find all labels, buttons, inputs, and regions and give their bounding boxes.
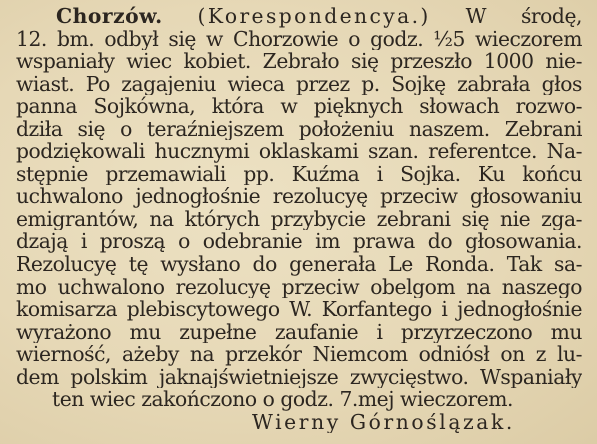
article-line-14: komisarza plebiscytowego W. Korfantego i jednogłośnie (16, 298, 582, 321)
article-body (16, 5, 582, 433)
article-line-9: uchwalono jednogłośnie rezolucyę przeciw głosowaniu (16, 185, 582, 208)
article-line-1 (16, 5, 582, 28)
article-line-18: ten wiec zakończono o godz. 7.mej wieczorem. (52, 388, 514, 411)
article-line-11: dzają i proszą o odebranie im prawa do głosowania. (16, 230, 582, 254)
article-line-1-text: W środę, (465, 5, 582, 28)
article-line-12: Rezolucyę tę wysłano do generała Le Ronda. Tak sa- (16, 253, 582, 276)
article-line-3: wspaniały wiec kobiet. Zebrało się przeszło 1000 nie- (16, 50, 582, 73)
article-line-6: dziła się o teraźniejszem położeniu naszem. Zebrani (16, 117, 582, 141)
article-line-16: wierność, ażeby na przekór Niemcom odniósł on z lu- (16, 343, 582, 366)
article-line-7: podziękowali hucznymi oklaskami szan. referentce. Na- (16, 140, 582, 163)
article-line-15: wyrażono mu zupełne zaufanie i przyrzeczono mu (16, 320, 582, 344)
article-line-17: dem polskim jaknajświetniejsze zwycięstwo. Wspaniały (16, 365, 582, 389)
article-line-5: panna Sojkówna, która w pięknych słowach rozwo- (16, 95, 582, 118)
article-line-13: mo uchwalono rezolucyę przeciw obelgom na naszego (16, 275, 582, 299)
article-line-2: 12. bm. odbył się w Chorzowie o godz. ½5 wieczorem (16, 27, 582, 51)
article-signature: Wierny Górnoślązak. (252, 410, 515, 434)
article-line-8: stępnie przemawiali pp. Kuźma i Sojka. Ku końcu (16, 162, 582, 186)
article-line-10: emigrantów, na których przybycie zebrani się nie zga- (16, 207, 582, 231)
article-source: (Korespondencya.) (197, 5, 431, 28)
article-dateline: Chorzów. (56, 5, 163, 28)
article-line-4: wiast. Po zagajeniu wieca przez p. Sojkę zabrała głos (16, 72, 582, 96)
